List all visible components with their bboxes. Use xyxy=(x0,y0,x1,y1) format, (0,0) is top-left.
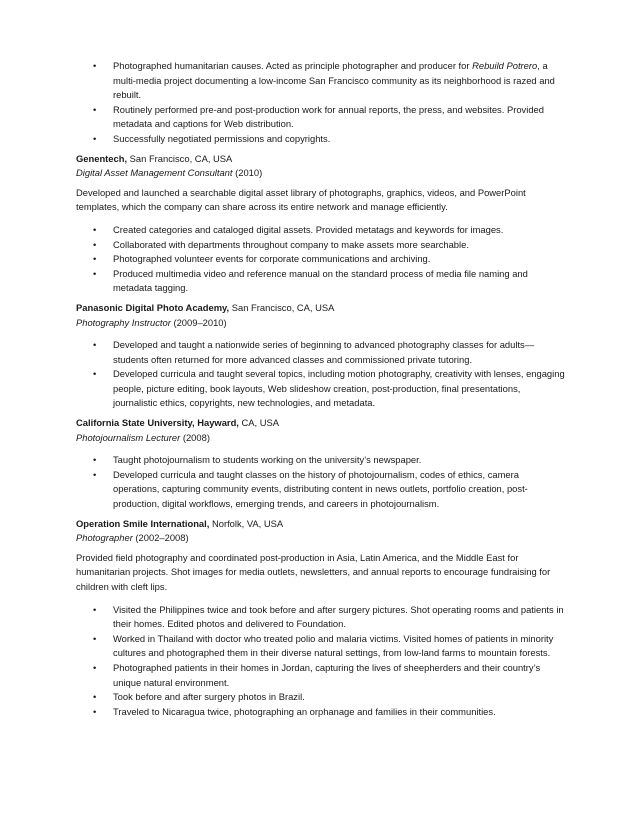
bullet-text: Developed curricula and taught classes on the history of photojournalism, codes of ethics, camera operations, capturing community events, distributing content in news outlets, portfolio creation, post-production, digital workflows, emerging trends, and careers in photojournalism. xyxy=(113,468,528,510)
job-title-line xyxy=(76,316,566,331)
bullet-text: Worked in Thailand with doctor who treated polio and malaria victims. Visited homes of patients in minority cultures and photographed them in their diverse natural settings, from low-land farms to mountain forests. xyxy=(113,632,554,659)
job-dates: (2002–2008) xyxy=(132,532,189,544)
bullet-text: Took before and after surgery photos in Brazil. xyxy=(113,691,305,703)
bullet-text: Developed curricula and taught several topics, including motion photography, creativity with lenses, engaging people, picture editing, book layouts, Web slideshow creation, post-production, final presentations, journalistic ethics, copyrights, new technologies, and metadata. xyxy=(113,368,565,409)
job-location: San Francisco, CA, USA xyxy=(229,301,335,313)
bullet-icon: • xyxy=(93,103,97,115)
bullet-icon: • xyxy=(93,632,97,644)
bullet-icon: • xyxy=(93,454,97,466)
bullet-text: Photographed humanitarian causes. Acted as principle photographer and producer for xyxy=(113,60,473,71)
bullet-icon: • xyxy=(93,60,97,71)
list-item xyxy=(76,690,566,705)
bullet-text: Developed and taught a nationwide series of beginning to advanced photography classes for adults—students often returned for more advanced classes and commissioned private tutoring. xyxy=(113,339,535,365)
job-bullet-list xyxy=(76,338,566,411)
organization-name: Panasonic Digital Photo Academy, xyxy=(76,301,230,313)
job-csu-hayward xyxy=(76,416,566,512)
bullet-icon: • xyxy=(93,691,97,703)
job-summary: Provided field photography and coordinated post-production in Asia, Latin America, and the Middle East for humanitarian projects. Shot images for media outlets, newsletters, and annual reports to encourage fundraising for children with cleft lips. xyxy=(76,551,551,592)
list-item xyxy=(76,453,566,468)
list-item xyxy=(76,468,566,512)
job-location: San Francisco, CA, USA xyxy=(127,152,233,164)
job-header xyxy=(76,301,566,316)
bullet-icon: • xyxy=(93,238,97,250)
bullet-text: Routinely performed pre-and post-production work for annual reports, the press, and websites. Provided metadata and captions for Web distribution. xyxy=(113,103,544,130)
bullet-icon: • xyxy=(93,339,97,351)
job-panasonic xyxy=(76,301,566,411)
bullet-icon: • xyxy=(93,253,97,265)
bullet-text: , a multi-media project documenting a low-income San Francisco community as its neighborhood is razed and rebuilt. xyxy=(113,60,555,101)
organization-name: Operation Smile International, xyxy=(76,517,210,529)
job-bullet-list xyxy=(76,603,566,720)
bullet-icon: • xyxy=(93,468,97,480)
bullet-text: Successfully negotiated permissions and copyrights. xyxy=(113,132,331,144)
job-location: Norfolk, VA, USA xyxy=(209,517,284,529)
list-item xyxy=(76,223,566,238)
job-title-line xyxy=(76,166,566,181)
job-operation-smile xyxy=(76,517,566,720)
job-bullet-list xyxy=(76,223,566,296)
bullet-text: Collaborated with departments throughout company to make assets more searchable. xyxy=(113,238,469,250)
list-item xyxy=(76,661,566,690)
bullet-text: Photographed volunteer events for corporate communications and archiving. xyxy=(113,253,431,265)
job-dates: (2009–2010) xyxy=(170,316,227,328)
bullet-icon: • xyxy=(93,132,97,144)
list-item xyxy=(76,238,566,253)
job-summary: Developed and launched a searchable digital asset library of photographs, graphics, videos, and PowerPoint templates, which the company can share across its entire network and manage efficiently. xyxy=(76,186,526,213)
job-header xyxy=(76,517,566,532)
project-name: Rebuild Potrero xyxy=(472,60,538,71)
job-title-line xyxy=(76,531,566,546)
job-dates: (2010) xyxy=(232,167,263,179)
job-title: Photojournalism Lecturer xyxy=(76,431,181,443)
job-title: Photographer xyxy=(76,532,133,544)
job-header xyxy=(76,416,566,431)
bullet-icon: • xyxy=(93,267,97,279)
bullet-text: Visited the Philippines twice and took before and after surgery pictures. Shot operating rooms and patients in their homes. Edited photos and delivered to Foundation. xyxy=(113,603,564,630)
bullet-icon: • xyxy=(93,661,97,673)
list-item xyxy=(76,132,566,147)
job-title-line xyxy=(76,431,566,446)
job-title: Digital Asset Management Consultant xyxy=(76,167,233,179)
job-title: Photography Instructor xyxy=(76,316,171,328)
organization-name: California State University, Hayward, xyxy=(76,417,239,429)
bullet-text: Produced multimedia video and reference manual on the standard process of media file naming and metadata tagging. xyxy=(113,267,528,294)
bullet-text: Created categories and cataloged digital assets. Provided metatags and keywords for images. xyxy=(113,223,504,235)
list-item xyxy=(76,103,566,132)
bullet-text: Photographed patients in their homes in Jordan, capturing the lives of sheepherders and their country’s unique natural environment. xyxy=(113,661,541,688)
list-item xyxy=(76,59,566,103)
list-item xyxy=(76,632,566,661)
job-dates: (2008) xyxy=(180,431,210,443)
list-item xyxy=(76,367,566,411)
bullet-icon: • xyxy=(93,603,97,615)
list-item xyxy=(76,252,566,267)
resume-page xyxy=(76,59,566,719)
job-header xyxy=(76,152,566,167)
bullet-text: Taught photojournalism to students working on the university’s newspaper. xyxy=(113,454,422,466)
list-item xyxy=(76,705,566,720)
list-item xyxy=(76,338,566,367)
bullet-icon: • xyxy=(93,705,97,717)
job-genentech xyxy=(76,152,566,296)
bullet-text: Traveled to Nicaragua twice, photographing an orphanage and families in their communities. xyxy=(113,705,496,717)
list-item xyxy=(76,603,566,632)
job-bullet-list xyxy=(76,453,566,511)
bullet-icon: • xyxy=(93,368,97,380)
job-location: CA, USA xyxy=(238,417,280,429)
bullet-icon: • xyxy=(93,223,97,235)
list-item xyxy=(76,267,566,296)
intro-bullet-list xyxy=(76,59,566,147)
organization-name: Genentech, xyxy=(76,152,128,164)
